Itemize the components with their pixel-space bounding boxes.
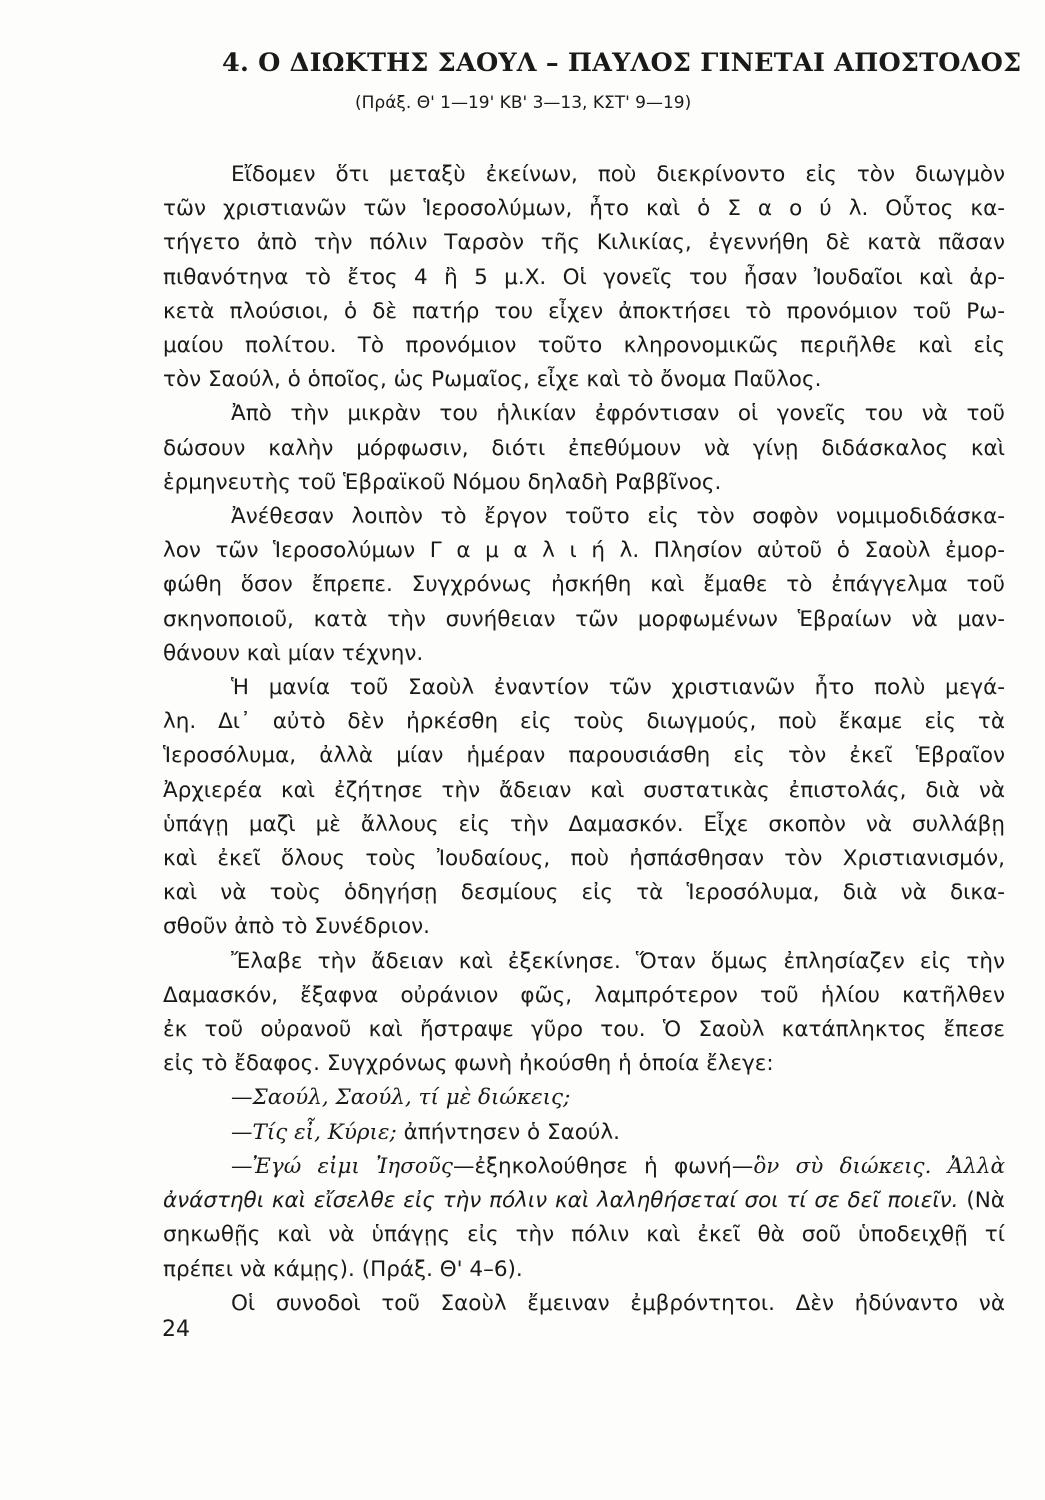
body-text: [163, 158, 1005, 1321]
dialogue-italic: —Σαούλ, Σαούλ, τί μὲ διώκεις;: [231, 1085, 571, 1111]
dialogue-italic: —Τίς εἶ, Κύριε;: [231, 1119, 397, 1145]
text-line: σθοῦν ἀπὸ τὸ Συνέδριον.: [163, 914, 430, 940]
text-line: πρέπει νὰ κάμῃς). (Πράξ. Θ' 4–6).: [163, 1256, 523, 1282]
text-line: Ἀνέθεσαν λοιπὸν τὸ ἔργον τοῦτο εἰς τὸν σοφὸν νομιμοδιδάσκα-: [231, 504, 1005, 530]
text-line: ἑρμηνευτὴς τοῦ Ἑβραϊκοῦ Νόμου δηλαδὴ Ραββῖνος.: [163, 469, 722, 495]
page-number: 24: [162, 1317, 190, 1342]
chapter-title: 4. Ο ΔΙΩΚΤΗΣ ΣΑΟΥΛ – ΠΑΥΛΟΣ ΓΙΝΕΤΑΙ ΑΠΟΣΤΟΛΟΣ: [222, 48, 1022, 78]
text-line: εἰς τὸ ἔδαφος. Συγχρόνως φωνὴ ἠκούσθη ἡ ὁποία ἔλεγε:: [163, 1051, 774, 1077]
text-line: κετὰ πλούσιοι, ὁ δὲ πατήρ του εἶχεν ἀποκτήσει τὸ προνόμιον τοῦ Ρω-: [163, 298, 1005, 324]
text-line: Ἀρχιερέα καὶ ἐζήτησε τὴν ἄδειαν καὶ συστατικὰς ἐπιστολάς, διὰ νὰ: [163, 777, 1005, 803]
text-line: τὸν Σαούλ, ὁ ὁποῖος, ὡς Ρωμαῖος, εἶχε καὶ τὸ ὄνομα Παῦλος.: [163, 367, 822, 393]
text-line: Οἱ συνοδοὶ τοῦ Σαοὺλ ἔμειναν ἐμβρόντητοι. Δὲν ἠδύναντο νὰ: [231, 1290, 1005, 1316]
text-line: Ἀπὸ τὴν μικρὰν του ἡλικίαν ἐφρόντισαν οἱ γονεῖς του νὰ τοῦ: [231, 401, 1005, 427]
text-line: θάνουν καὶ μίαν τέχνην.: [163, 640, 424, 666]
text-line: φώθη ὅσον ἔπρεπε. Συγχρόνως ἠσκήθη καὶ ἔμαθε τὸ ἐπάγγελμα τοῦ: [163, 572, 1005, 598]
dialogue-line: [163, 1150, 1005, 1184]
dialogue-line: [163, 1184, 1005, 1218]
dialogue-italic: ὃν σὺ διώκεις. Ἀλλὰ: [753, 1153, 1005, 1179]
dialogue-line: [163, 1116, 1005, 1150]
text-line: πιθανότηνα τὸ ἔτος 4 ἢ 5 μ.Χ. Οἱ γονεῖς του ἦσαν Ἰουδαῖοι καὶ ἀρ-: [163, 264, 1005, 290]
text-line: τῶν χριστιανῶν τῶν Ἱεροσολύμων, ἦτο καὶ ὁ Σ α ο ύ λ. Οὗτος κα-: [163, 196, 1005, 222]
text-line: ὑπάγῃ μαζὶ μὲ ἄλλους εἰς τὴν Δαμασκόν. Εἶχε σκοπὸν νὰ συλλάβῃ: [163, 811, 1005, 837]
scripture-reference: (Πράξ. Θ' 1—19' ΚΒ' 3—13, ΚΣΤ' 9—19): [355, 93, 692, 113]
text-line: λη. Δι᾿ αὐτὸ δὲν ἠρκέσθη εἰς τοὺς διωγμούς, ποὺ ἔκαμε εἰς τὰ: [163, 709, 1005, 735]
dialogue-plain: (Νὰ: [958, 1188, 1005, 1214]
text-line: ἐκ τοῦ οὐρανοῦ καὶ ἤστραψε γῦρο του. Ὁ Σαοὺλ κατάπληκτος ἔπεσε: [163, 1017, 1005, 1043]
dialogue-plain: ἀπήντησεν ὁ Σαούλ.: [396, 1119, 620, 1145]
text-line: σκηνοποιοῦ, κατὰ τὴν συνήθειαν τῶν μορφωμένων Ἑβραίων νὰ μαν-: [163, 606, 1005, 632]
text-line: σηκωθῇς καὶ νὰ ὑπάγῃς εἰς τὴν πόλιν καὶ ἐκεῖ θὰ σοῦ ὑποδειχθῇ τί: [163, 1222, 1005, 1248]
text-line: δώσουν καλὴν μόρφωσιν, διότι ἐπεθύμουν νὰ γίνῃ διδάσκαλος καὶ: [163, 435, 1005, 461]
text-line: καὶ ἐκεῖ ὅλους τοὺς Ἰουδαίους, ποὺ ἠσπάσθησαν τὸν Χριστιανισμόν,: [163, 846, 1005, 872]
text-line: Ἡ μανία τοῦ Σαοὺλ ἐναντίον τῶν χριστιανῶν ἦτο πολὺ μεγά-: [231, 675, 1005, 701]
dialogue-italic: —Ἐγώ εἰμι Ἰησοῦς: [231, 1153, 453, 1179]
text-line: λον τῶν Ἱεροσολύμων Γ α μ α λ ι ή λ. Πλησίον αὐτοῦ ὁ Σαοὺλ ἐμορ-: [163, 538, 1005, 564]
text-line: καὶ νὰ τοὺς ὁδηγήσῃ δεσμίους εἰς τὰ Ἱεροσόλυμα, διὰ νὰ δικα-: [163, 880, 1005, 906]
text-line: τήγετο ἀπὸ τὴν πόλιν Ταρσὸν τῆς Κιλικίας, ἐγεννήθη δὲ κατὰ πᾶσαν: [163, 230, 1005, 256]
text-line: Δαμασκόν, ἔξαφνα οὐράνιον φῶς, λαμπρότερον τοῦ ἡλίου κατῆλθεν: [163, 982, 1005, 1008]
text-line: Εἴδομεν ὅτι μεταξὺ ἐκείνων, ποὺ διεκρίνοντο εἰς τὸν διωγμὸν: [231, 162, 1005, 187]
text-line: Ἔλαβε τὴν ἄδειαν καὶ ἐξεκίνησε. Ὅταν ὅμως ἐπλησίαζεν εἰς τὴν: [231, 948, 1005, 974]
text-line: μαίου πολίτου. Τὸ προνόμιον τοῦτο κληρονομικῶς περιῆλθε καὶ εἰς: [163, 333, 1005, 359]
dialogue-plain: —ἐξηκολούθησε ἡ φωνή—: [452, 1153, 754, 1179]
dialogue-italic: ἀνάστηθι καὶ εἴσελθε εἰς τὴν πόλιν καὶ λαληθήσεταί σοι τί σε δεῖ ποιεῖν.: [163, 1188, 959, 1214]
text-line: Ἱεροσόλυμα, ἀλλὰ μίαν ἡμέραν παρουσιάσθη εἰς τὸν ἐκεῖ Ἑβραῖον: [163, 743, 1005, 769]
dialogue-line: [163, 1081, 1005, 1115]
